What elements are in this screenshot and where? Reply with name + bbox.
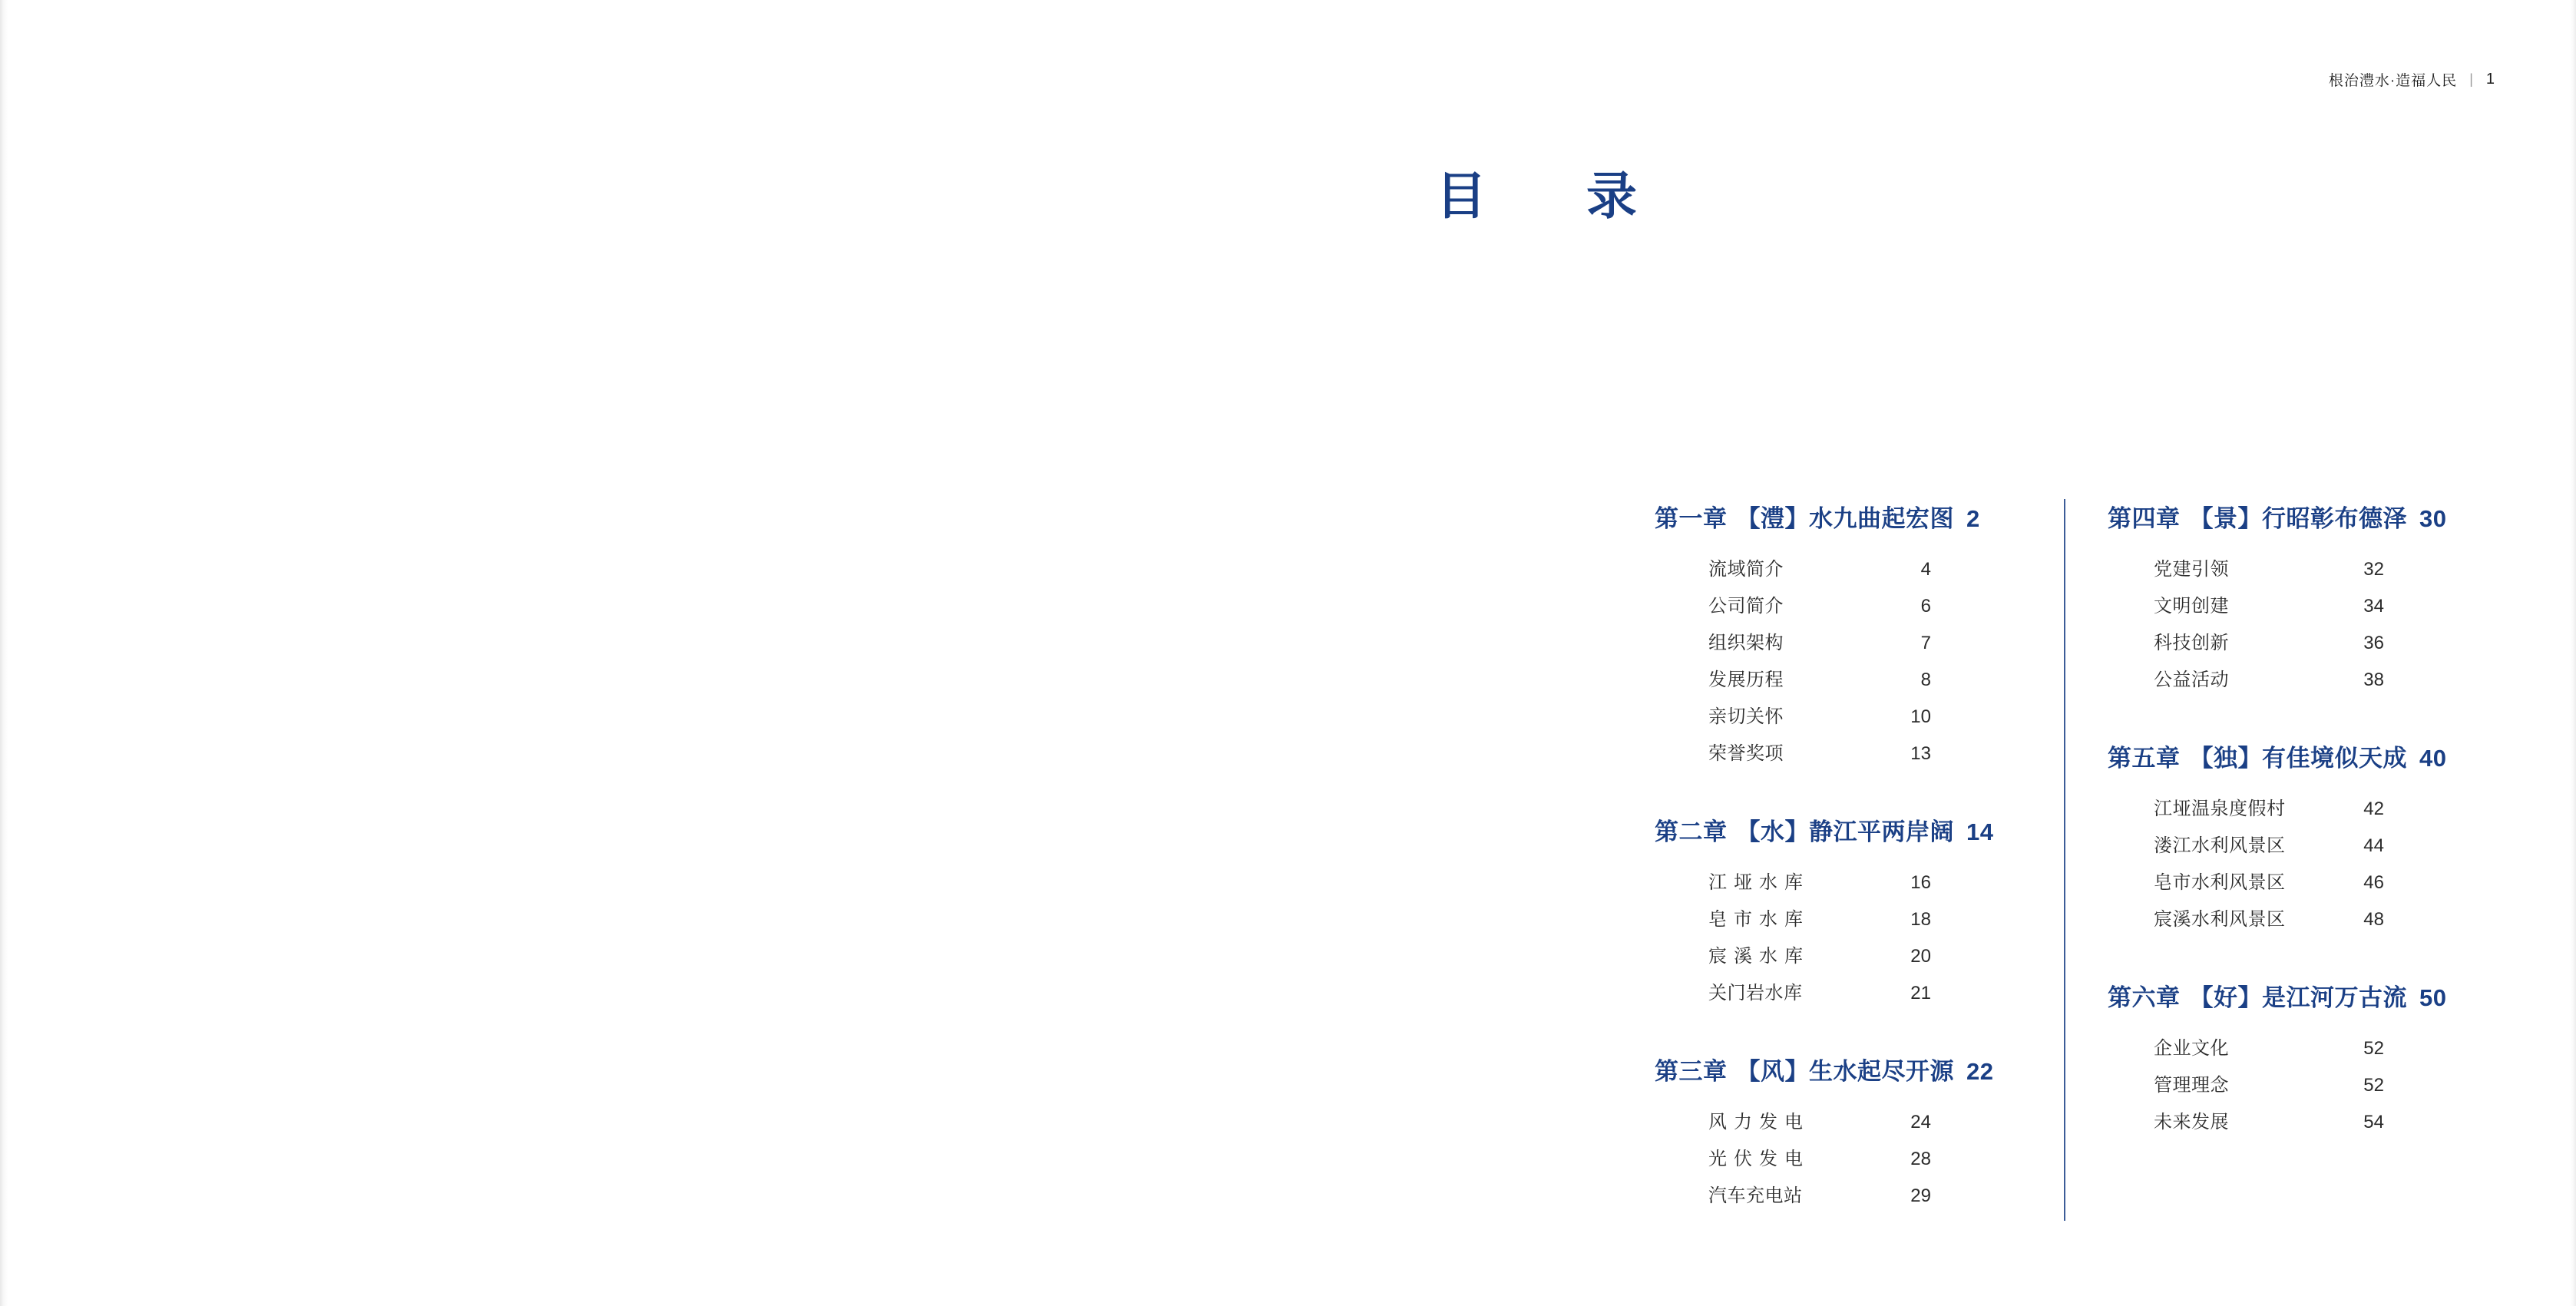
toc-entry-page: 8 xyxy=(1920,670,1931,690)
toc-entry[interactable] xyxy=(1655,554,2015,580)
chapter-heading[interactable] xyxy=(1655,499,2015,534)
toc-entry-page: 4 xyxy=(1920,559,1931,580)
running-header-separator: | xyxy=(2469,71,2474,87)
chapter-title: 【风】生水起尽开源 xyxy=(1736,1058,1954,1085)
chapter-entries xyxy=(2108,554,2469,691)
toc-entry-page: 42 xyxy=(2363,798,2384,819)
toc-entry[interactable] xyxy=(1655,1106,2015,1133)
chapter-title: 【好】是江河万古流 xyxy=(2189,984,2407,1011)
chapter-block[interactable] xyxy=(1655,499,2015,765)
running-header xyxy=(2329,69,2495,90)
toc-entry[interactable] xyxy=(1655,977,2015,1004)
toc-entry-label: 流域简介 xyxy=(1708,559,1784,580)
toc-entry[interactable] xyxy=(1655,1180,2015,1207)
chapter-number: 第六章 xyxy=(2108,984,2181,1011)
toc-entry-label: 组织架构 xyxy=(1708,633,1784,653)
toc-entry[interactable] xyxy=(1655,627,2015,654)
toc-entry[interactable] xyxy=(2108,830,2469,857)
toc-entry-page: 13 xyxy=(1910,743,1931,764)
chapter-entries xyxy=(1655,554,2015,765)
page-number: 1 xyxy=(2485,71,2495,88)
toc-entry-label: 公益活动 xyxy=(2154,670,2229,690)
page-title: 目 录 xyxy=(1436,167,1662,224)
page-edge-shading-right xyxy=(2570,0,2576,1306)
toc-entry-label: 亲切关怀 xyxy=(1708,706,1784,727)
toc-entry-label: 企业文化 xyxy=(2154,1038,2229,1059)
toc-entry-label: 荣誉奖项 xyxy=(1708,743,1784,764)
toc-entry-page: 44 xyxy=(2363,835,2384,856)
toc-entry-label: 发展历程 xyxy=(1708,670,1784,690)
toc-entry-page: 52 xyxy=(2363,1038,2384,1059)
toc-columns xyxy=(1655,499,2507,1207)
toc-entry[interactable] xyxy=(1655,1143,2015,1170)
toc-entry[interactable] xyxy=(1655,701,2015,728)
chapter-title: 【独】有佳境似天成 xyxy=(2189,745,2407,772)
chapter-entries xyxy=(2108,1033,2469,1133)
toc-entry-page: 18 xyxy=(1910,909,1931,930)
chapter-title: 【水】静江平两岸阔 xyxy=(1736,818,1954,845)
toc-entry-label: 关门岩水库 xyxy=(1708,983,1803,1003)
toc-entry[interactable] xyxy=(2108,664,2469,691)
toc-entry[interactable] xyxy=(2108,1033,2469,1060)
toc-entry-page: 36 xyxy=(2363,633,2384,653)
toc-entry-label: 宸溪水利风景区 xyxy=(2154,909,2286,930)
chapter-title: 【景】行昭彰布德泽 xyxy=(2189,505,2407,532)
chapter-page: 14 xyxy=(1966,818,1994,845)
toc-entry-label: 公司简介 xyxy=(1708,596,1784,617)
toc-entry[interactable] xyxy=(2108,554,2469,580)
toc-entry[interactable] xyxy=(1655,941,2015,967)
running-header-text: 根治澧水·造福人民 xyxy=(2328,73,2458,89)
chapter-block[interactable] xyxy=(2108,978,2469,1133)
toc-entry-page: 32 xyxy=(2363,559,2384,580)
toc-entry[interactable] xyxy=(2108,627,2469,654)
chapter-number: 第一章 xyxy=(1655,505,1728,532)
chapter-entries xyxy=(1655,867,2015,1004)
toc-entry-page: 28 xyxy=(1910,1149,1931,1169)
chapter-block[interactable] xyxy=(2108,499,2469,691)
chapter-block[interactable] xyxy=(1655,812,2015,1004)
toc-entry[interactable] xyxy=(1655,867,2015,894)
chapter-block[interactable] xyxy=(2108,739,2469,931)
toc-entry-label: 皂市水利风景区 xyxy=(2154,872,2286,893)
toc-entry-label: 党建引领 xyxy=(2154,559,2229,580)
toc-entry[interactable] xyxy=(2108,590,2469,617)
chapter-page: 30 xyxy=(2419,505,2447,532)
chapter-entries xyxy=(2108,793,2469,931)
chapter-heading[interactable] xyxy=(2108,739,2469,773)
chapter-heading[interactable] xyxy=(2108,499,2469,534)
toc-entry[interactable] xyxy=(2108,1070,2469,1096)
toc-column-right xyxy=(2062,499,2469,1133)
toc-entry[interactable] xyxy=(1655,664,2015,691)
toc-entry-page: 10 xyxy=(1910,706,1931,727)
chapter-page: 2 xyxy=(1966,505,1980,532)
chapter-title: 【澧】水九曲起宏图 xyxy=(1736,505,1954,532)
toc-entry-label: 科技创新 xyxy=(2154,633,2229,653)
toc-entry-label: 文明创建 xyxy=(2154,596,2229,617)
toc-entry-page: 46 xyxy=(2363,872,2384,893)
toc-entry-label: 风力发电 xyxy=(1708,1112,1810,1132)
chapter-number: 第五章 xyxy=(2108,745,2181,772)
toc-entry-page: 7 xyxy=(1920,633,1931,653)
toc-entry-label: 未来发展 xyxy=(2154,1112,2229,1132)
toc-entry-page: 48 xyxy=(2363,909,2384,930)
chapter-block[interactable] xyxy=(1655,1052,2015,1207)
toc-entry-page: 34 xyxy=(2363,596,2384,617)
page-edge-shading-left xyxy=(0,0,8,1306)
toc-entry-label: 江垭温泉度假村 xyxy=(2154,798,2286,819)
toc-entry[interactable] xyxy=(2108,1106,2469,1133)
chapter-heading[interactable] xyxy=(2108,978,2469,1013)
toc-entry-page: 38 xyxy=(2363,670,2384,690)
chapter-page: 40 xyxy=(2419,745,2447,772)
chapter-page: 22 xyxy=(1966,1058,1994,1085)
chapter-entries xyxy=(1655,1106,2015,1207)
toc-entry-page: 29 xyxy=(1910,1185,1931,1206)
toc-entry-page: 16 xyxy=(1910,872,1931,893)
toc-entry-label: 皂市水库 xyxy=(1708,909,1810,930)
chapter-heading[interactable] xyxy=(1655,1052,2015,1086)
toc-column-left xyxy=(1655,499,2062,1207)
toc-entry[interactable] xyxy=(2108,867,2469,894)
toc-entry[interactable] xyxy=(2108,793,2469,820)
toc-entry[interactable] xyxy=(1655,904,2015,931)
chapter-heading[interactable] xyxy=(1655,812,2015,847)
chapter-number: 第二章 xyxy=(1655,818,1728,845)
toc-entry-label: 江垭水库 xyxy=(1708,872,1810,893)
toc-entry-page: 24 xyxy=(1910,1112,1931,1132)
toc-entry-label: 管理理念 xyxy=(2154,1075,2229,1096)
toc-entry-label: 光伏发电 xyxy=(1708,1149,1810,1169)
toc-entry-page: 21 xyxy=(1910,983,1931,1003)
toc-entry-label: 宸溪水库 xyxy=(1708,946,1810,967)
chapter-number: 第三章 xyxy=(1655,1058,1728,1085)
toc-entry[interactable] xyxy=(2108,904,2469,931)
toc-entry-page: 54 xyxy=(2363,1112,2384,1132)
toc-entry-page: 20 xyxy=(1910,946,1931,967)
toc-entry[interactable] xyxy=(1655,590,2015,617)
chapter-number: 第四章 xyxy=(2108,505,2181,532)
toc-entry-label: 溇江水利风景区 xyxy=(2154,835,2286,856)
chapter-page: 50 xyxy=(2419,984,2447,1011)
toc-entry-page: 6 xyxy=(1920,596,1931,617)
toc-entry[interactable] xyxy=(1655,738,2015,765)
toc-entry-label: 汽车充电站 xyxy=(1708,1185,1803,1206)
toc-entry-page: 52 xyxy=(2363,1075,2384,1096)
